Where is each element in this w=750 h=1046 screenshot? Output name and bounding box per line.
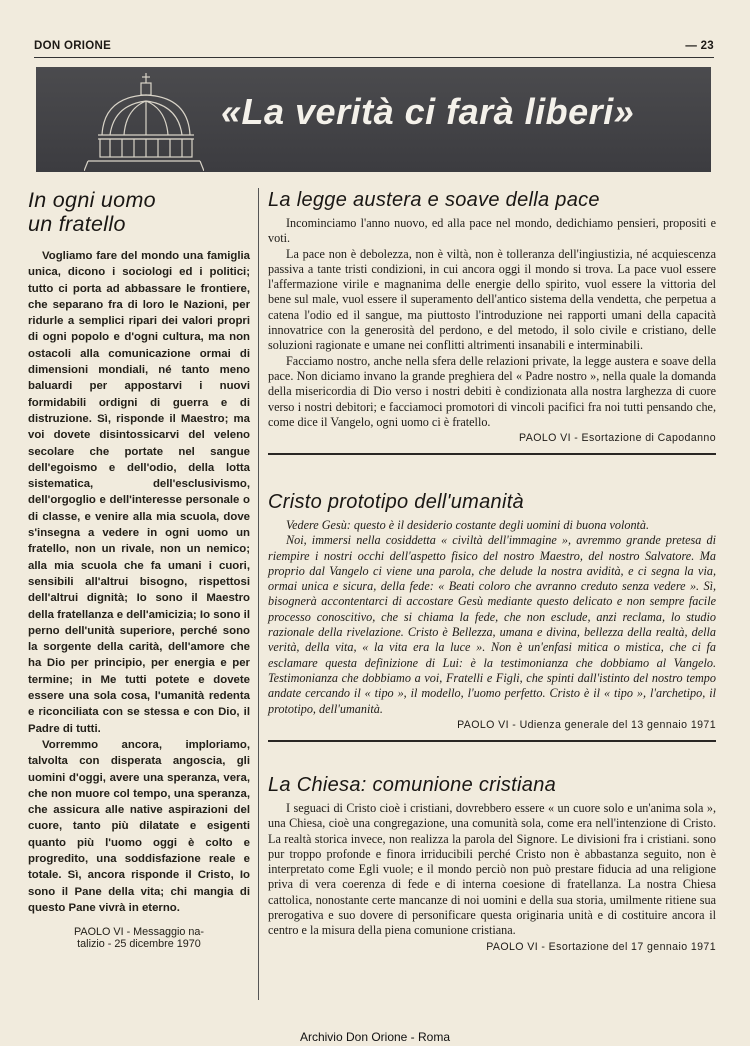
paragraph: I seguaci di Cristo cioè i cristiani, dovrebbero essere « un cuore solo e un'anima sola », una Chiesa, cioè una congregazione, una comunità sola, come era nell'intenzione di Cristo. La realtà storica invece, non realizza la parola del Signore. Le divisioni fra i cristiani. sono pur troppo profonde e finora irriducibili perché Cristo non è abbastanza seguito, non è interpretato come Egli vuole; e il mondo perciò non può prestare fiducia ad una religione priva di vera coerenza di fede e di interna coesione di fratellanza. La nostra Chiesa cattolica, nonostante certe mancanze di noi uomini e della sua storia, umilmente ritiene sua prerogativa e suo dovere di personificare questa originaria unità e di costituire ancora il centro e la misura della piena comunione cristiana. bbox=[268, 801, 716, 938]
column-divider bbox=[258, 188, 259, 1000]
article-signature-chiesa: PAOLO VI - Esortazione del 17 gennaio 1971 bbox=[486, 940, 716, 953]
article-body-cristo bbox=[268, 518, 716, 717]
article-title-cristo: Cristo prototipo dell'umanità bbox=[268, 491, 524, 513]
left-title-line-1: In ogni uomo bbox=[28, 188, 156, 212]
left-paragraph-1: Vogliamo fare del mondo una famiglia unica, dicono i sociologi ed i politici; tutto ci porta ad abbassare le frontiere, che separano fra di loro le Nazioni, per ridurle a semplici ripari dei valori propri di ogni popolo e d'ogni cultura, ma non ostacoli alla comunicazione ormai di dimensioni mondiali, né tanto meno baluardi per appostarvi i nuovi formidabili ordigni di guerra e di distruzione. Sì, risponde il Maestro; ma voi dovete disintossicarvi del veleno secolare che portate nel sangue dell'egoismo e dell'odio, della lotta sistematica, dell'esclusivismo, dell'orgoglio e dell'interesse personale o di classe, e venire alla mia scuola, dove s'insegna a vedere in ogni uomo un fratello, non un rivale, non un nemico; alla mia scuola che fa umani i cuori, sensibili all'altrui bisogno, rispettosi dell'altrui dignità; Io sono il Maestro della fratellanza e dell'amicizia; Io sono il perno dell'unità superiore, perché sono la sorgente della carità, dell'amore che ha Dio per principio, per energia e per termine; in Me tutti potete e dovete essere una sola cosa, l'umanità redenta e riconciliata con se stessa e con Dio, il Padre di tutti. bbox=[28, 250, 250, 735]
article-title-chiesa: La Chiesa: comunione cristiana bbox=[268, 774, 557, 796]
header-rule bbox=[34, 57, 714, 58]
journal-name: DON ORIONE bbox=[34, 40, 112, 52]
article-signature-cristo: PAOLO VI - Udienza generale del 13 gennaio 1971 bbox=[457, 718, 716, 731]
left-title-line-2: un fratello bbox=[28, 212, 126, 236]
page-number: — 23 bbox=[685, 40, 714, 52]
title-banner bbox=[36, 67, 711, 172]
left-article-body bbox=[28, 248, 250, 916]
archive-footer: Archivio Don Orione - Roma bbox=[299, 1030, 451, 1044]
paragraph: Facciamo nostro, anche nella sfera delle relazioni private, la legge austera e soave della pace. Non diciamo invano la grande preghiera del « Padre nostro », nella quale la domanda della misericordia di Dio verso i nostri debiti è condizionata alla nostra larghezza di cuore verso i nostri debitori; e facciamoci promotori di vincoli pacifici fra noi tutti pensando che, come dice il Vangelo, ogni uomo ci è fratello. bbox=[268, 353, 716, 429]
article-signature-pace: PAOLO VI - Esortazione di Capodanno bbox=[519, 432, 716, 445]
article-body-chiesa bbox=[268, 801, 716, 939]
left-signature-line-1: PAOLO VI - Messaggio na- bbox=[73, 926, 205, 939]
article-rule bbox=[268, 453, 716, 455]
left-article-title bbox=[28, 188, 250, 236]
article-chiesa bbox=[268, 773, 716, 954]
banner-title: «La verità ci farà liberi» bbox=[221, 91, 635, 132]
running-head bbox=[34, 40, 714, 56]
left-signature-line-2: talizio - 25 dicembre 1970 bbox=[77, 938, 201, 951]
article-title-pace: La legge austera e soave della pace bbox=[268, 189, 600, 211]
dome-icon bbox=[84, 71, 204, 171]
paragraph: Vedere Gesù: questo è il desiderio costante degli uomini di buona volontà. bbox=[286, 518, 650, 532]
article-body-pace bbox=[268, 216, 716, 430]
left-paragraph-2: Vorremmo ancora, imploriamo, talvolta con disperata angoscia, gli uomini d'oggi, avere una speranza, vera, che non muore col tempo, una speranza, che assicura alle native aspirazioni del cuore, tanto più dilatate e esigenti quanto più l'uomo oggi è colto e progredito, una soddisfazione reale e totale. Sì, ancora risponde il Cristo, Io sono il Pane della vita; chi mangia di questo Pane vivrà in eterno. bbox=[28, 738, 250, 914]
paragraph: Incominciamo l'anno nuovo, ed alla pace nel mondo, dedichiamo pensieri, propositi e voti. bbox=[268, 216, 716, 246]
article-pace bbox=[268, 188, 716, 461]
paragraph: Noi, immersi nella cosiddetta « civiltà dell'immagine », avremmo grande pretesa di riempire i nostri occhi dell'aspetto fisico del nostro Maestro, del nostro Salvatore. Ma proprio dal Vangelo ci viene una parola, che delude la nostra avidità, e ci segna la via, ormai unica e sicura, della fede: « Beati coloro che avranno creduto senza vedere ». Sì, bisognerà accontentarci di accostare Gesù mediante questo delicato e non sempre facile processo conoscitivo, che si chiama la fede, che non esclude, anzi reclama, lo studio razionale della rivelazione. Cristo è Bellezza, umana e divina, bellezza della realtà, della verità, della vita, « la vita era la luce ». Non è un'enfasi mitica o mistica, che ci fa esclamare questa definizione di Lui: è la testimonianza che dobbiamo al Vangelo. Testimonianza che dobbiamo a voi, Fratelli e Figli, che spinti dall'istinto del nostro tempo andate cercando il « tipo », il modello, l'uomo perfetto. Cristo è il « tipo », l'archetipo, il prototipo, dell'umanità. bbox=[268, 533, 716, 716]
paragraph: La pace non è debolezza, non è viltà, non è tolleranza dell'ingiustizia, né acquiescenza passiva a tante tristi condizioni, in cui ancora oggi il mondo si trova. La pace vuol essere l'affermazione virile e magnanima delle energie dello spirito, vuol essere la vittoria del bene sul male, vuol essere il superamento dell'antico sistema della vendetta, che perpetua a catena l'odio ed il sangue, ma piuttosto l'introduzione nei rapporti umani della capacità innovatrice con la generosità del perdono, e del metodo, il solo civile e cristiano, delle soluzioni ragionate e umane nei conflitti altrimenti insanabili e interminabili. bbox=[268, 246, 716, 353]
left-article-signature bbox=[28, 926, 250, 950]
left-column bbox=[28, 188, 250, 950]
article-rule bbox=[268, 740, 716, 742]
article-cristo bbox=[268, 490, 716, 748]
